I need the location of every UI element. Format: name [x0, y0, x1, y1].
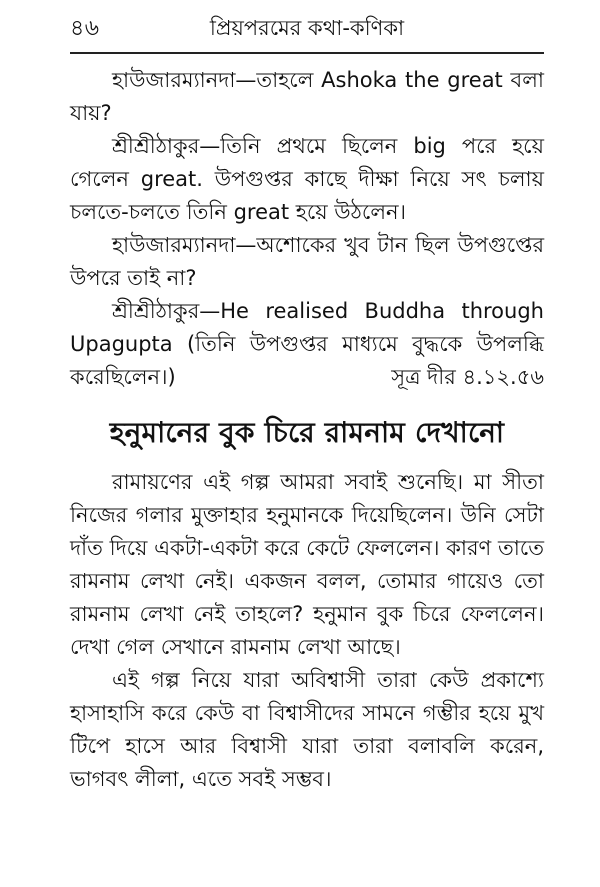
story-paragraph-1: রামায়ণের এই গল্প আমরা সবাই শুনেছি। মা সীতা নিজের গলার মুক্তাহার হনুমানকে দিয়েছিলেন। উনি সেটা দাঁত দিয়ে একটা-একটা করে কেটে ফেললেন। কারণ তাতে রামনাম লেখা নেই। একজন বলল, তোমার গায়েও তো রামনাম লেখা নেই তাহলে? হনুমান বুক চিরে ফেললেন। দেখা গেল সেখানে রামনাম লেখা আছে।	[70, 470, 544, 659]
dialogue-paragraph-4	[70, 295, 544, 394]
page-content	[70, 64, 544, 796]
story-paragraph-2: এই গল্প নিয়ে যারা অবিশ্বাসী তারা কেউ প্রকাশ্যে হাসাহাসি করে কেউ বা বিশ্বাসীদের সামনে গম্ভীর হয়ে মুখ টিপে হাসে আর বিশ্বাসী যারা তারা বলাবলি করেন, ভাগবৎ লীলা, এতে সবই সম্ভব।	[70, 668, 544, 791]
page-number: ৪৬	[70, 16, 100, 41]
dialogue-paragraph-1: হাউজারম্যানদা—তাহলে Ashoka the great বলা যায়?	[70, 68, 544, 125]
section-heading: হনুমানের বুক চিরে রামনাম দেখানো	[109, 416, 505, 449]
page-header	[70, 10, 544, 54]
dialogue-paragraph-3: হাউজারম্যানদা—অশোকের খুব টান ছিল উপগুপ্তের উপরে তাই না?	[70, 233, 544, 290]
dialogue-paragraph-4-text: শ্রীশ্রীঠাকুর—He realised Buddha through Upagupta (তিনি উপগুপ্তর মাধ্যমে বুদ্ধকে উপলব্ধি করেছিলেন।)	[70, 299, 544, 389]
dialogue-paragraph-4-wrap	[70, 295, 544, 394]
source-citation: সূত্র দীর ৪.১২.৫৬	[391, 365, 544, 389]
dialogue-paragraph-2: শ্রীশ্রীঠাকুর—তিনি প্রথমে ছিলেন big পরে হয়ে গেলেন great. উপগুপ্তর কাছে দীক্ষা নিয়ে সৎ চলায় চলতে-চলতে তিনি great হয়ে উঠলেন।	[70, 134, 544, 224]
running-title: প্রিয়পরমের কথা-কণিকা	[209, 16, 405, 40]
